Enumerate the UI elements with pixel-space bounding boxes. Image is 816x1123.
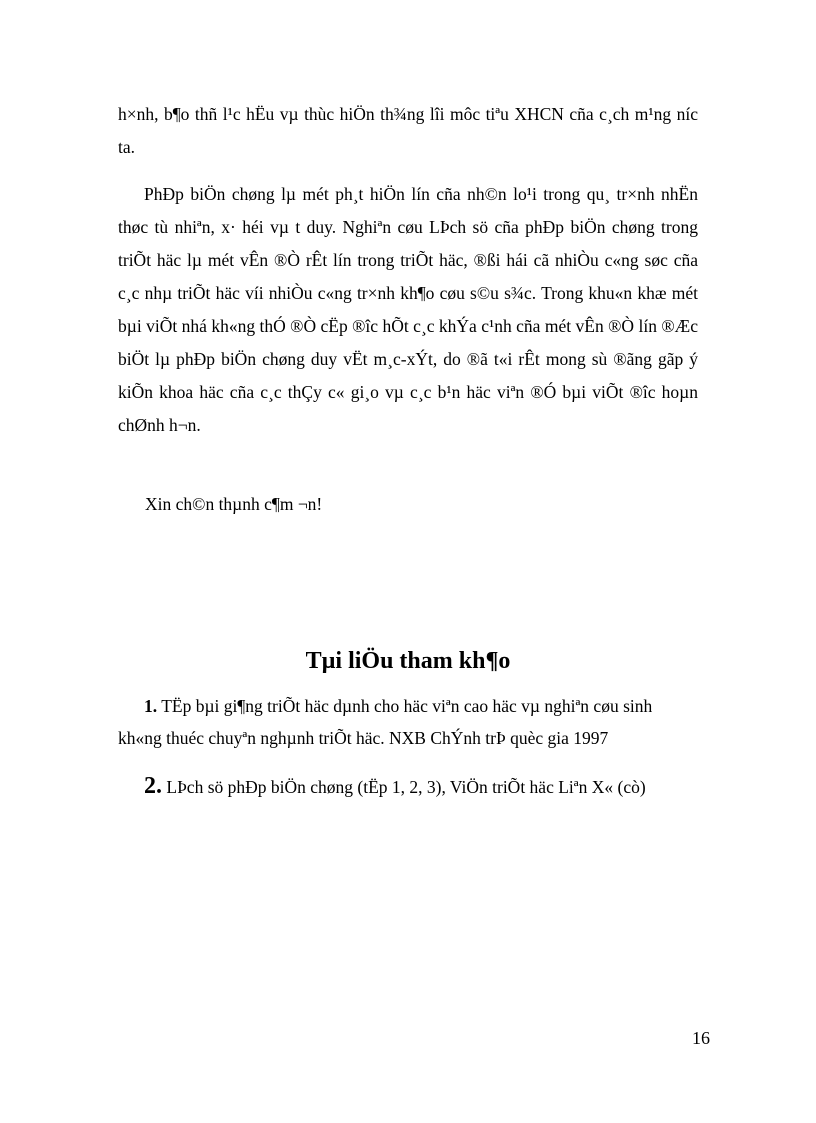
reference-text-2: LÞch sö phÐp biÖn chøng (tËp 1, 2, 3), ViÖn triÕt häc Liªn X« (cò): [166, 777, 646, 797]
reference-text-1: TËp bµi gi¶ng triÕt häc dµnh cho häc viªn cao häc vµ nghiªn cøu sinh kh«ng thuéc chuyªn nghµnh triÕt häc. NXB ChÝnh trÞ quèc gia 1997: [118, 696, 653, 748]
references-heading: Tµi liÖu tham kh¶o: [305, 648, 511, 674]
closing-line: Xin ch©n thµnh c¶m ¬n!: [145, 494, 323, 514]
reference-number-2: 2.: [144, 773, 162, 799]
page-number: 16: [692, 1028, 710, 1048]
reference-item-1: [118, 690, 698, 754]
body-paragraph-2: PhÐp biÖn chøng lµ mét ph¸t hiÖn lín cña nh©n lo¹i trong qu¸ tr×nh nhËn thøc tù nhiªn, x· héi vµ t duy. Nghiªn cøu LÞch sö cña phÐp biÖn chøng trong triÕt häc lµ mét vÊn ®Ò rÊt lín trong triÕt häc, ®ßi hái cã nhiÒu c«ng søc cña c¸c nhµ triÕt häc víi nhiÒu c«ng tr×nh kh¶o cøu s©u s¾c. Trong khu«n khæ mét bµi viÕt nhá kh«ng thÓ ®Ò cËp ®îc hÕt c¸c khÝa c¹nh cña mét vÊn ®Ò lín ®Æc biÖt lµ phÐp biÖn chøng duy vËt m¸c-xÝt, do ®ã t«i rÊt mong sù ®ãng gãp ý kiÕn khoa häc cña c¸c thÇy c« gi¸o vµ c¸c b¹n häc viªn ®Ó bµi viÕt ®îc hoµn chØnh h¬n.: [118, 184, 698, 435]
reference-number-1: 1.: [144, 696, 158, 716]
reference-item-2: [118, 770, 698, 803]
body-paragraph-1: h×nh, b¶o thñ l¹c hËu vµ thùc hiÖn th¾ng lîi môc tiªu XHCN cña c¸ch m¹ng níc ta.: [118, 104, 698, 157]
